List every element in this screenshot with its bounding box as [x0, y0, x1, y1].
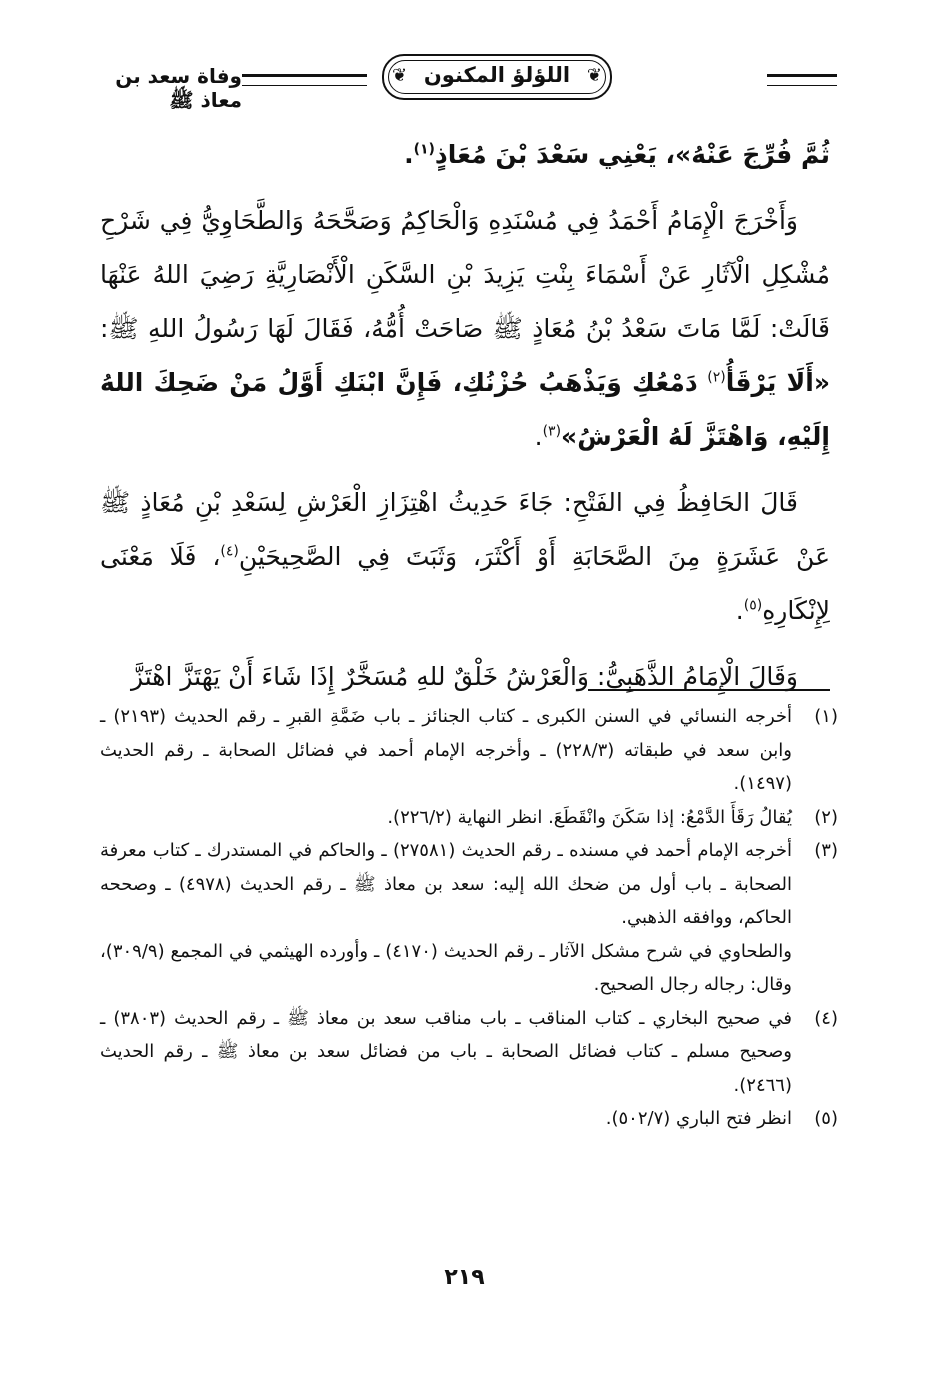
footnote-3: (٣) أخرجه الإمام أحمد في مسنده ـ رقم الحديث (٢٧٥٨١) ـ والحاكم في المستدرك ـ كتاب معرفة الصحابة ـ باب أول من ضحك الله إليه: سعد بن معاذ ﷺ ـ رقم الحديث (٤٩٧٨) ـ وصححه الحاكم، ووافقه الذهبي.: [100, 840, 838, 928]
footnote-ref-5[interactable]: (٥): [743, 597, 763, 614]
paragraph-1: ثُمَّ فُرِّجَ عَنْهُ»، يَعْنِي سَعْدَ بْنَ مُعَاذٍ$^{(١)}$.: [404, 140, 830, 169]
footnote-4: (٤) في صحيح البخاري ـ كتاب المناقب ـ باب مناقب سعد بن معاذ ﷺ ـ رقم الحديث (٣٨٠٣) ـ وصحيح مسلم ـ كتاب فضائل الصحابة ـ باب من فضائل سعد بن معاذ ﷺ ـ رقم الحديث (٢٤٦٦).: [100, 1007, 838, 1096]
footnote-separator: [588, 689, 830, 691]
book-title-cartouche: [382, 54, 612, 100]
footnote-1: (١) أخرجه النسائي في السنن الكبرى ـ كتاب الجنائز ـ باب ضَمَّةِ القبرِ ـ رقم الحديث (٢١٩٣) ـ وابن سعد في طبقاته (٢٢٨/٣) ـ وأخرجه الإمام أحمد في فضائل الصحابة ـ رقم الحديث (١٤٩٧).: [100, 706, 838, 794]
footnotes: [100, 700, 838, 1136]
paragraph-2: وَأَخْرَجَ الْإِمَامُ أَحْمَدُ فِي مُسْنَدِهِ وَالْحَاكِمُ وَصَحَّحَهُ وَالطَّحَاوِيُّ فِي شَرْحِ مُشْكِلِ الْآثَارِ عَنْ أَسْمَاءَ بِنْتِ يَزِيدَ بْنِ السَّكَنِ الْأَنْصَارِيَّةِ رَضِيَ اللهُ عَنْهَا قَالَتْ: لَمَّا مَاتَ سَعْدُ بْنُ مُعَاذٍ ﷺ صَاحَتْ أُمُّهُ، فَقَالَ لَهَا رَسُولُ اللهِ ﷺ: «أَلَا يَرْقَأُ$^{(٢)}$ دَمْعُكِ وَيَذْهَبُ حُزْنُكِ، فَإِنَّ ابْنَكِ أَوَّلُ مَنْ ضَحِكَ اللهُ إِلَيْهِ، وَاهْتَزَّ لَهُ الْعَرْشُ»$^{(٣)}$.: [100, 206, 830, 451]
footnote-ref-1[interactable]: (١): [413, 141, 435, 158]
paragraph-3: قَالَ الحَافِظُ فِي الفَتْحِ: جَاءَ حَدِيثُ اهْتِزَازِ الْعَرْشِ لِسَعْدِ بْنِ مُعَاذٍ ﷺ عَنْ عَشَرَةٍ مِنَ الصَّحَابَةِ أَوْ أَكْثَرَ، وَثَبَتَ فِي الصَّحِيحَيْنِ$^{(٤)}$، فَلَا مَعْنَى لِإِنْكَارِهِ$^{(٥)}$.: [100, 488, 830, 625]
footnote-3-continued: والطحاوي في شرح مشكل الآثار ـ رقم الحديث (٤١٧٠) ـ وأورده الهيثمي في المجمع (٣٠٩/٩)، وقال: رجاله رجال الصحيح.: [100, 940, 792, 995]
page-number: ٢١٩: [444, 1265, 485, 1290]
paragraph-4: وَقَالَ الْإِمَامُ الذَّهَبِيُّ: وَالْعَرْشُ خَلْقٌ للهِ مُسَخَّرٌ إِذَا شَاءَ أَنْ يَهْتَزَّ اهْتَزَّ: [130, 662, 798, 691]
page-header: [92, 52, 837, 112]
ornament-left-icon: ❦: [392, 65, 408, 86]
header-rule-right: [767, 74, 837, 86]
header-rule-left: [242, 74, 367, 86]
ornament-right-icon: ❦: [586, 65, 602, 86]
footnote-ref-3[interactable]: (٣): [542, 423, 562, 440]
footnote-ref-2[interactable]: (٢): [707, 369, 726, 386]
footnote-2: (٢) يُقالُ رَقَأَ الدَّمْعُ: إذا سَكَنَ وانْقَطَعَ. انظر النهاية (٢٢٦/٢).: [387, 806, 838, 828]
footnote-5: (٥) انظر فتح الباري (٥٠٢/٧).: [605, 1108, 838, 1129]
main-text: [100, 128, 830, 704]
footnote-ref-4[interactable]: (٤): [220, 543, 239, 560]
chapter-title: وفاة سعد بن معاذ ﷺ: [115, 64, 242, 112]
book-title: اللؤلؤ المكنون: [423, 63, 571, 87]
